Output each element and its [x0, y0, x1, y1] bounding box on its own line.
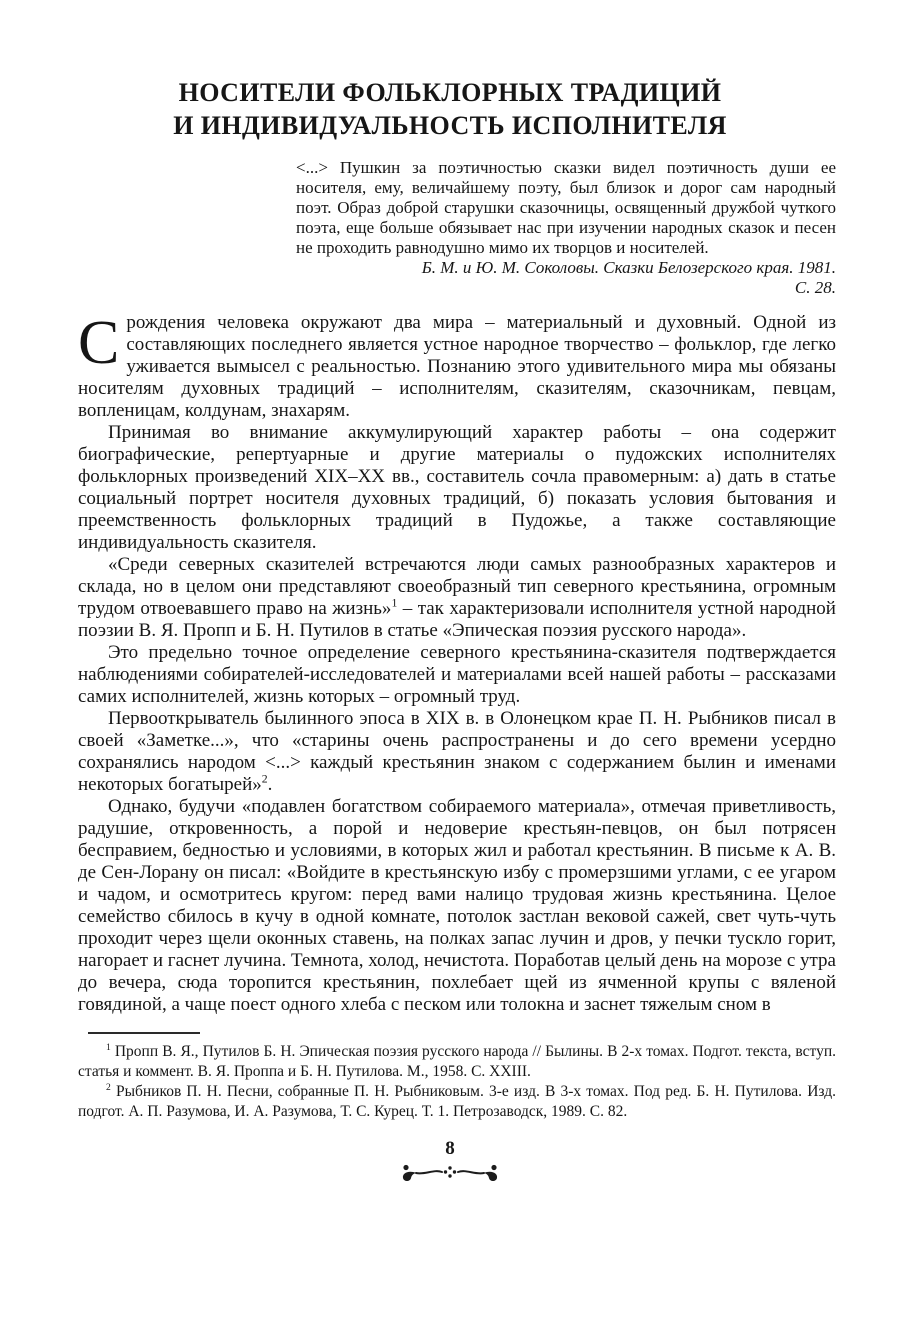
page-number: 8	[445, 1138, 455, 1159]
paragraph: Срождения человека окружают два мира – материальный и духовный. Одной из составляющих последнего является устное народное творчество – фольклор, где легко уживается вымысел с реальностью. Познанию этого удивительного мира мы обязаны носителям духовных традиций – исполнителям, сказителям, сказочникам, певцам, вопленицам, колдунам, знахарям.	[78, 309, 836, 421]
footnote-marker: 1	[391, 596, 398, 610]
paragraph: Это предельно точное определение северного крестьянина-сказителя подтверждается наблюдениями собирателей-исследователей и материалами всей нашей работы – рассказами самих исполнителей, жизнь которых – огромный труд.	[78, 642, 836, 707]
epigraph-attribution	[296, 258, 836, 298]
paragraph: «Среди северных сказителей встречаются люди самых разнообразных характеров и склада, но в целом они представляют своеобразный тип северного крестьянина, огромным трудом отвоевавшего право на жизнь»$^1$ – так характеризовали исполнителя устной народной поэзии В. Я. Пропп и Б. Н. Путилов в статье «Эпическая поэзия русского народа».	[78, 554, 836, 641]
epigraph-text: <...> Пушкин за поэтичностью сказки видел поэтичность души ее носителя, ему, величайшему поэту, был близок и дорог сам народный поэт. Образ доброй старушки сказочницы, освященный дружбой чуткого поэта, еще больше обязывает нас при изучении народных сказок и песен не проходить равнодушно мимо их творцов и носителей.	[296, 158, 836, 257]
paragraph: Принимая во внимание аккумулирующий характер работы – она содержит биографические, репертуарные и другие материалы о пудожских исполнителях фольклорных произведений XIX–XX вв., составитель сочла правомерным: а) дать в статье социальный портрет носителя духовных традиций, б) показать условия бытования и преемственность фольклорных традиций в Пудожье, а также составляющие индивидуальность сказителя.	[78, 422, 836, 553]
epigraph-attribution-page: С. 28.	[794, 278, 836, 297]
chapter-title	[0, 0, 900, 142]
paragraph: Однако, будучи «подавлен богатством собираемого материала», отмечая приветливость, радушие, откровенность, а порой и недоверие крестьян-певцов, он был потрясен бесправием, бедностью и условиями, в которых жил и работал крестьянин. В письме к А. В. де Сен-Лорану он писал: «Войдите в крестьянскую избу с промерзшими углами, с ее угаром и чадом, и осмотритесь кругом: перед вами налицо трудовая жизнь крестьянина. Целое семейство сбилось в кучу в одной комнате, потолок застлан вековой сажей, свет чуть-чуть проходит через щели оконных ставень, на полках запас лучин и дров, у печки тускло горит, нагорает и гаснет лучина. Темнота, холод, нечистота. Поработав целый день на морозе с утра до вечера, сюда торопится крестьянин, похлебает щей из ячменной крупы с вяленой говядиной, а чаще поест одного хлеба с песком или толокна и заснет тяжелым сном в	[78, 796, 836, 1015]
footnotes	[78, 1042, 836, 1122]
flourish-icon	[394, 1160, 506, 1184]
body-text	[78, 309, 836, 1016]
drop-cap: С	[78, 309, 120, 377]
chapter-title-line-1: НОСИТЕЛИ ФОЛЬКЛОРНЫХ ТРАДИЦИЙ	[178, 78, 722, 107]
footnote-marker: 2	[261, 772, 268, 786]
epigraph-attribution-source: Б. М. и Ю. М. Соколовы. Сказки Белозерского края. 1981.	[421, 258, 836, 277]
chapter-title-line-2: И ИНДИВИДУАЛЬНОСТЬ ИСПОЛНИТЕЛЯ	[173, 111, 727, 140]
footnote-number: 1	[106, 1041, 111, 1053]
footnote: $^1$ Пропп В. Я., Путилов Б. Н. Эпическая поэзия русского народа // Былины. В 2-х томах. Подгот. текста, вступ. статья и коммент. В. Я. Проппа и Б. Н. Путилова. М., 1958. С. XXIII.	[78, 1041, 836, 1080]
footnote-number: 2	[106, 1081, 111, 1093]
footnote: $^2$ Рыбников П. Н. Песни, собранные П. Н. Рыбниковым. 3-е изд. В 3-х томах. Под ред. Б. Н. Путилова. Изд. подгот. А. П. Разумова, И. А. Разумова, Т. С. Курец. Т. 1. Петрозаводск, 1989. С. 82.	[78, 1081, 836, 1120]
footnote-separator	[88, 1032, 200, 1034]
paragraph: Первооткрыватель былинного эпоса в XIX в. в Олонецком крае П. Н. Рыбников писал в своей «Заметке...», что «старины очень распространены и до сего времени усердно сохранялись народом <...> каждый крестьянин знаком с содержанием былин и именами некоторых богатырей»$^2$.	[78, 708, 836, 795]
page-ornament	[0, 1160, 900, 1189]
epigraph	[296, 158, 836, 298]
